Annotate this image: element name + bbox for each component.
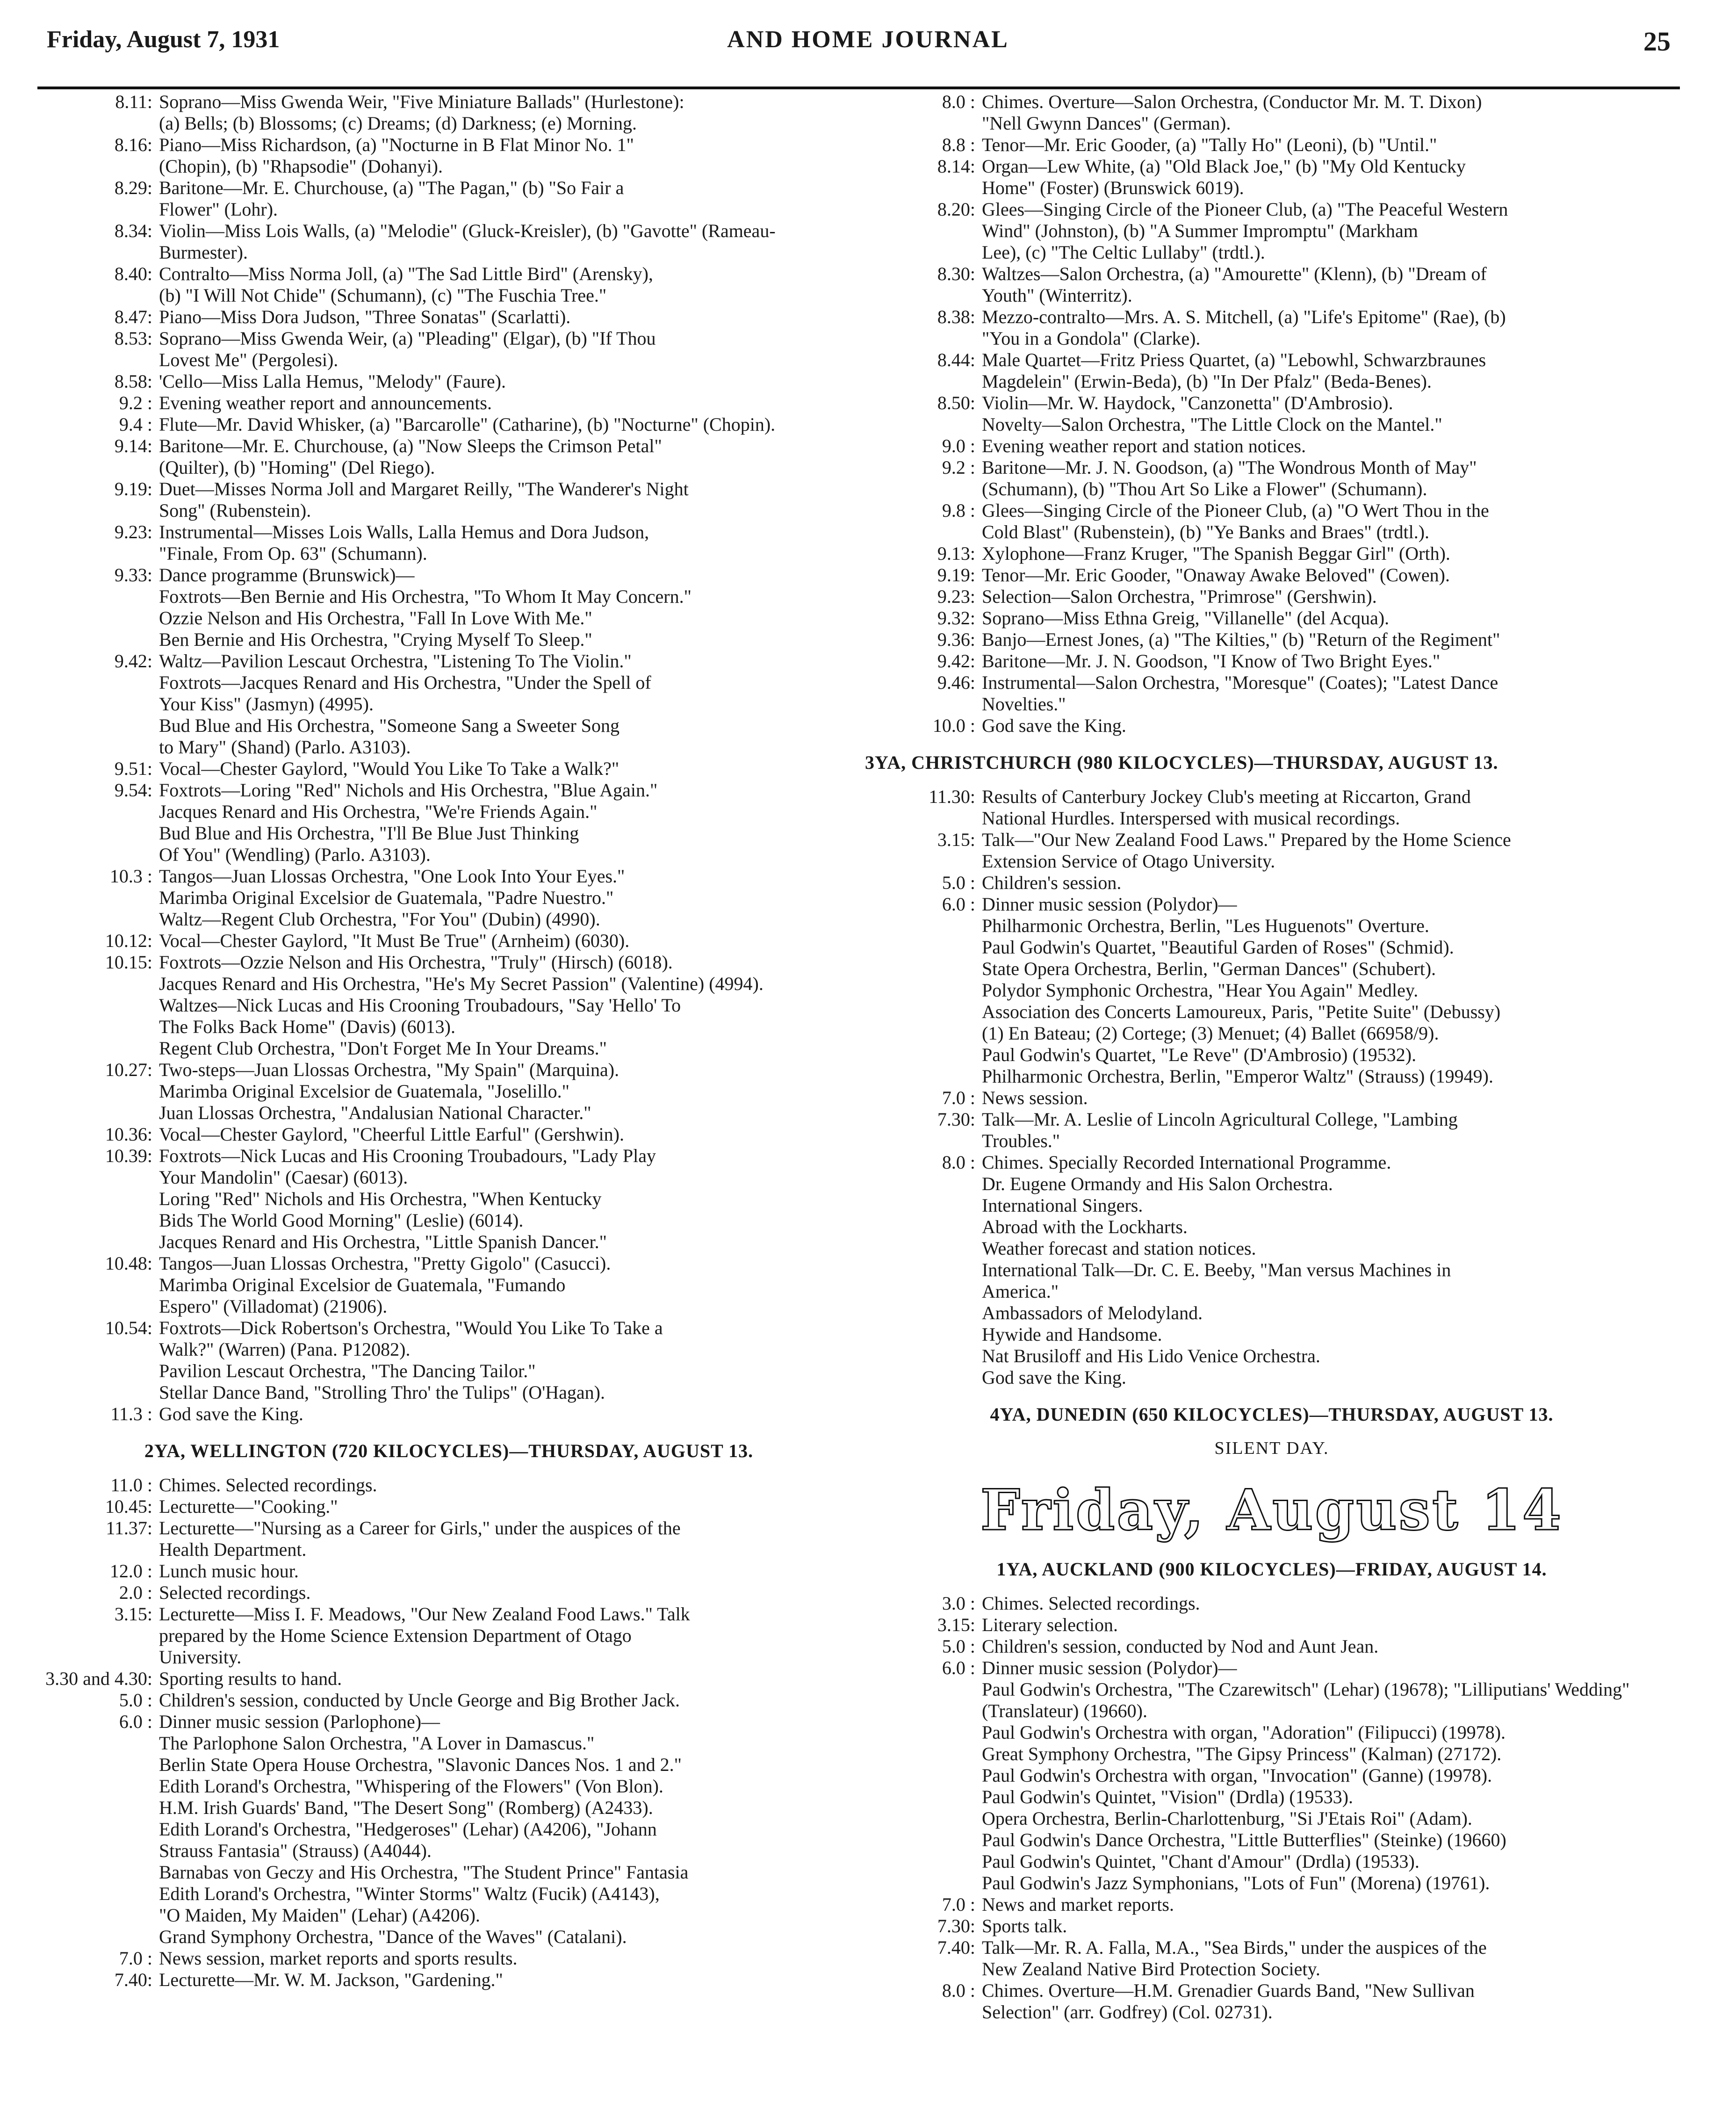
- programme-entry: [42, 780, 856, 866]
- header-rule: [37, 87, 1680, 89]
- programme-entry: [42, 650, 856, 758]
- programme-entry: [42, 930, 856, 952]
- programme-entry: [42, 414, 856, 435]
- programme-entry: [42, 1124, 856, 1145]
- entry-text: Instrumental—Misses Lois Walls, Lalla Hemus and Dora Judson, "Finale, From Op. 63" (Schumann).: [159, 521, 649, 564]
- entry-time: 8.44:: [937, 349, 975, 370]
- entry-text: Vocal—Chester Gaylord, "Cheerful Little Earful" (Gershwin).: [159, 1124, 624, 1145]
- programme-entry: [865, 1915, 1678, 1937]
- entry-time: 10.0 :: [932, 715, 975, 736]
- entry-text: Lunch music hour.: [159, 1560, 299, 1582]
- entry-time: 3.0 :: [942, 1593, 975, 1614]
- entry-text: Glees—Singing Circle of the Pioneer Club, (a) "The Peaceful Western Wind" (Johnston), (b) "A Summer Impromptu" (Markham Lee), (c) "The Celtic Lullaby" (trdtl.).: [982, 199, 1508, 263]
- entry-time: 9.13:: [937, 543, 975, 564]
- entry-text: Male Quartet—Fritz Priess Quartet, (a) "Lebowhl, Schwarzbraunes Magdelein" (Erwin-Beda), (b) "In Der Pfalz" (Beda-Benes).: [982, 349, 1486, 392]
- entry-time: 8.0 :: [942, 1152, 975, 1173]
- entry-text: Dance programme (Brunswick)— Foxtrots—Ben Bernie and His Orchestra, "To Whom It May Concern." Ozzie Nelson and His Orchestra, "Fall In Love With Me." Ben Bernie and His Orchestra, "Crying Myself To Sleep.": [159, 564, 692, 650]
- entry-time: 8.0 :: [942, 1980, 975, 2001]
- programme-entry: [42, 220, 856, 263]
- programme-list: [42, 91, 856, 1425]
- entry-text: Glees—Singing Circle of the Pioneer Club, (a) "O Wert Thou in the Cold Blast" (Rubenstein), (b) "Ye Banks and Braes" (trdtl.).: [982, 500, 1489, 542]
- programme-list: [865, 91, 1678, 737]
- entry-time: 9.42:: [937, 650, 975, 672]
- programme-entry: [42, 1582, 856, 1604]
- entry-time: 5.0 :: [119, 1690, 152, 1711]
- programme-entry: [42, 91, 856, 134]
- programme-list: [865, 786, 1678, 1388]
- programme-entry: [42, 564, 856, 650]
- entry-text: 'Cello—Miss Lalla Hemus, "Melody" (Faure).: [159, 371, 506, 392]
- right-column: [865, 91, 1678, 2023]
- entry-time: 9.46:: [937, 672, 975, 693]
- entry-time: 9.4 :: [119, 414, 152, 435]
- entry-time: 9.23:: [937, 586, 975, 607]
- entry-text: Selected recordings.: [159, 1582, 311, 1603]
- entry-text: Chimes. Specially Recorded International Programme. Dr. Eugene Ormandy and His Salon Orchestra. International Singers. Abroad with the Lockharts. Weather forecast and station notices. International Talk—Dr. C. E. Beeby, "Man versus Machines in America." Ambassadors of Melodyland. Hywide and Handsome. Nat Brusiloff and His Lido Venice Orchestra. God save the King.: [982, 1152, 1451, 1388]
- entry-time: 9.23:: [114, 521, 152, 542]
- entry-text: News session.: [982, 1087, 1088, 1108]
- programme-entry: [865, 650, 1678, 672]
- programme-list: [42, 1474, 856, 1991]
- entry-text: Tangos—Juan Llossas Orchestra, "Pretty Gigolo" (Casucci). Marimba Original Excelsior de Guatemala, "Fumando Espero" (Villadomat) (21906).: [159, 1253, 611, 1317]
- entry-text: Talk—Mr. R. A. Falla, M.A., "Sea Birds," under the auspices of the New Zealand Native Bird Protection Society.: [982, 1937, 1487, 1979]
- entry-time: 5.0 :: [942, 872, 975, 893]
- entry-text: News and market reports.: [982, 1894, 1174, 1915]
- entry-time: 8.11:: [115, 91, 152, 112]
- entry-text: Lecturette—Mr. W. M. Jackson, "Gardening.": [159, 1969, 503, 1990]
- entry-text: Duet—Misses Norma Joll and Margaret Reilly, "The Wanderer's Night Song" (Rubenstein).: [159, 478, 689, 521]
- entry-text: Piano—Miss Richardson, (a) "Nocturne in B Flat Minor No. 1" (Chopin), (b) "Rhapsodie" (Dohanyi).: [159, 134, 634, 177]
- entry-time: 7.0 :: [942, 1087, 975, 1108]
- entry-text: Foxtrots—Dick Robertson's Orchestra, "Would You Like To Take a Walk?" (Warren) (Pana. P12082). Pavilion Lescaut Orchestra, "The Dancing Tailor." Stellar Dance Band, "Strolling Thro' the Tulips" (O'Hagan).: [159, 1317, 663, 1403]
- entry-time: 8.53:: [114, 328, 152, 349]
- entry-time: 10.3 :: [109, 866, 152, 887]
- entry-text: Baritone—Mr. J. N. Goodson, (a) "The Wondrous Month of May" (Schumann), (b) "Thou Art So Like a Flower" (Schumann).: [982, 457, 1477, 499]
- entry-text: Organ—Lew White, (a) "Old Black Joe," (b) "My Old Kentucky Home" (Foster) (Brunswick 6019).: [982, 156, 1466, 198]
- entry-text: Soprano—Miss Gwenda Weir, "Five Miniature Ballads" (Hurlestone): (a) Bells; (b) Blossoms; (c) Dreams; (d) Darkness; (e) Morning.: [159, 91, 684, 134]
- programme-entry: [42, 371, 856, 392]
- programme-entry: [865, 1614, 1678, 1636]
- programme-entry: [42, 1145, 856, 1253]
- entry-time: 10.45:: [105, 1496, 152, 1517]
- entry-time: 8.20:: [937, 199, 975, 220]
- entry-time: 3.30 and 4.30:: [45, 1668, 152, 1689]
- entry-time: 8.0 :: [942, 91, 975, 112]
- entry-text: Lecturette—Miss I. F. Meadows, "Our New Zealand Food Laws." Talk prepared by the Home Science Extension Department of Otago University.: [159, 1604, 690, 1668]
- entry-time: 8.38:: [937, 306, 975, 327]
- entry-text: News session, market reports and sports results.: [159, 1948, 518, 1969]
- programme-entry: [42, 478, 856, 521]
- programme-entry: [865, 1109, 1678, 1152]
- entry-time: 10.48:: [105, 1253, 152, 1274]
- entry-text: Lecturette—"Cooking.": [159, 1496, 338, 1517]
- entry-text: Tangos—Juan Llossas Orchestra, "One Look Into Your Eyes." Marimba Original Excelsior de Guatemala, "Padre Nuestro." Waltz—Regent Club Orchestra, "For You" (Dubin) (4990).: [159, 866, 625, 930]
- programme-entry: [865, 306, 1678, 349]
- section-heading-dunedin: 4YA, DUNEDIN (650 KILOCYCLES)—THURSDAY, AUGUST 13.: [990, 1404, 1554, 1425]
- entry-time: 8.8 :: [942, 134, 975, 155]
- programme-entry: [865, 91, 1678, 134]
- left-column: [42, 91, 856, 1991]
- programme-entry: [865, 199, 1678, 263]
- entry-time: 5.0 :: [942, 1636, 975, 1657]
- entry-text: Soprano—Miss Ethna Greig, "Villanelle" (del Acqua).: [982, 607, 1390, 628]
- entry-time: 9.2 :: [942, 457, 975, 478]
- entry-text: Foxtrots—Loring "Red" Nichols and His Orchestra, "Blue Again." Jacques Renard and His Orchestra, "We're Friends Again." Bud Blue and His Orchestra, "I'll Be Blue Just Thinking Of You" (Wendling) (Parlo. A3103).: [159, 780, 658, 865]
- entry-time: 7.40:: [114, 1969, 152, 1990]
- entry-time: 7.0 :: [119, 1948, 152, 1969]
- entry-time: 6.0 :: [119, 1711, 152, 1732]
- entry-time: 10.12:: [105, 930, 152, 951]
- programme-entry: [42, 866, 856, 930]
- entry-text: Tenor—Mr. Eric Gooder, (a) "Tally Ho" (Leoni), (b) "Until.": [982, 134, 1437, 155]
- friday-heading: Friday, August 14: [980, 1477, 1563, 1543]
- programme-entry: [42, 1317, 856, 1403]
- programme-entry: [42, 1059, 856, 1124]
- programme-entry: [42, 435, 856, 478]
- entry-text: Tenor—Mr. Eric Gooder, "Onaway Awake Beloved" (Cowen).: [982, 564, 1450, 585]
- programme-entry: [42, 1403, 856, 1425]
- entry-time: 8.16:: [114, 134, 152, 155]
- programme-entry: [42, 1711, 856, 1948]
- entry-text: Selection—Salon Orchestra, "Primrose" (Gershwin).: [982, 586, 1377, 607]
- programme-entry: [865, 263, 1678, 306]
- entry-time: 7.30:: [937, 1915, 975, 1936]
- entry-text: Evening weather report and station notices.: [982, 435, 1306, 456]
- programme-entry: [42, 177, 856, 220]
- entry-time: 8.34:: [114, 220, 152, 241]
- programme-entry: [865, 1593, 1678, 1614]
- programme-entry: [42, 1969, 856, 1991]
- entry-text: Vocal—Chester Gaylord, "It Must Be True" (Arnheim) (6030).: [159, 930, 630, 951]
- entry-text: Instrumental—Salon Orchestra, "Moresque" (Coates); "Latest Dance Novelties.": [982, 672, 1498, 715]
- entry-time: 6.0 :: [942, 894, 975, 915]
- programme-entry: [865, 586, 1678, 607]
- entry-time: 10.39:: [105, 1145, 152, 1166]
- header-date: Friday, August 7, 1931: [47, 26, 280, 53]
- entry-time: 9.2 :: [119, 392, 152, 413]
- programme-entry: [865, 672, 1678, 715]
- entry-text: God save the King.: [982, 715, 1126, 736]
- section-heading-wellington: 2YA, WELLINGTON (720 KILOCYCLES)—THURSDAY, AUGUST 13.: [144, 1440, 754, 1461]
- entry-text: Piano—Miss Dora Judson, "Three Sonatas" (Scarlatti).: [159, 306, 571, 327]
- entry-text: Baritone—Mr. E. Churchouse, (a) "The Pagan," (b) "So Fair a Flower" (Lohr).: [159, 177, 624, 220]
- entry-time: 10.54:: [105, 1317, 152, 1338]
- entry-text: Chimes. Overture—H.M. Grenadier Guards Band, "New Sullivan Selection" (arr. Godfrey) (Col. 02731).: [982, 1980, 1475, 2023]
- programme-entry: [865, 1980, 1678, 2023]
- entry-time: 9.32:: [937, 607, 975, 628]
- entry-text: Chimes. Selected recordings.: [982, 1593, 1200, 1614]
- header-title: AND HOME JOURNAL: [727, 26, 1009, 53]
- programme-entry: [865, 349, 1678, 392]
- entry-time: 7.30:: [937, 1109, 975, 1130]
- entry-time: 3.15:: [937, 1614, 975, 1635]
- entry-time: 8.58:: [114, 371, 152, 392]
- entry-time: 9.14:: [114, 435, 152, 456]
- entry-text: Two-steps—Juan Llossas Orchestra, "My Spain" (Marquina). Marimba Original Excelsior de Guatemala, "Joselillo." Juan Llossas Orchestra, "Andalusian National Character.": [159, 1059, 619, 1123]
- programme-entry: [42, 1517, 856, 1560]
- entry-text: Waltzes—Salon Orchestra, (a) "Amourette" (Klenn), (b) "Dream of Youth" (Winterritz).: [982, 263, 1487, 306]
- programme-entry: [865, 564, 1678, 586]
- programme-entry: [42, 952, 856, 1059]
- programme-entry: [865, 1894, 1678, 1915]
- programme-entry: [42, 134, 856, 177]
- programme-entry: [42, 1690, 856, 1711]
- programme-entry: [865, 715, 1678, 737]
- programme-entry: [865, 134, 1678, 156]
- programme-entry: [865, 435, 1678, 457]
- programme-entry: [42, 392, 856, 414]
- entry-time: 11.37:: [106, 1517, 152, 1539]
- programme-list: [865, 1593, 1678, 2023]
- silent-day-note: SILENT DAY.: [1214, 1438, 1329, 1458]
- entry-time: 8.47:: [114, 306, 152, 327]
- entry-time: 9.51:: [114, 758, 152, 779]
- entry-time: 9.33:: [114, 564, 152, 585]
- entry-text: God save the King.: [159, 1403, 303, 1424]
- entry-time: 8.50:: [937, 392, 975, 413]
- entry-time: 10.36:: [105, 1124, 152, 1145]
- entry-time: 9.0 :: [942, 435, 975, 456]
- entry-text: Baritone—Mr. E. Churchouse, (a) "Now Sleeps the Crimson Petal" (Quilter), (b) "Homing" (Del Riego).: [159, 435, 662, 478]
- entry-text: Literary selection.: [982, 1614, 1118, 1635]
- programme-entry: [42, 1604, 856, 1668]
- entry-time: 8.14:: [937, 156, 975, 177]
- section-heading-auckland: 1YA, AUCKLAND (900 KILOCYCLES)—FRIDAY, AUGUST 14.: [996, 1559, 1547, 1580]
- programme-entry: [865, 457, 1678, 500]
- entry-text: Children's session, conducted by Nod and Aunt Jean.: [982, 1636, 1379, 1657]
- entry-time: 9.36:: [937, 629, 975, 650]
- entry-time: 2.0 :: [119, 1582, 152, 1603]
- entry-time: 11.0 :: [110, 1474, 152, 1495]
- entry-text: Children's session, conducted by Uncle George and Big Brother Jack.: [159, 1690, 680, 1711]
- entry-text: Sports talk.: [982, 1915, 1067, 1936]
- entry-text: Foxtrots—Nick Lucas and His Crooning Troubadours, "Lady Play Your Mandolin" (Caesar) (6013). Loring "Red" Nichols and His Orchestra, "When Kentucky Bids The World Good Morning" (Leslie) (6014). Jacques Renard and His Orchestra, "Little Spanish Dancer.": [159, 1145, 656, 1252]
- entry-time: 9.54:: [114, 780, 152, 801]
- programme-entry: [42, 521, 856, 564]
- programme-entry: [865, 392, 1678, 435]
- entry-text: Banjo—Ernest Jones, (a) "The Kilties," (b) "Return of the Regiment": [982, 629, 1500, 650]
- programme-entry: [42, 758, 856, 780]
- entry-time: 11.30:: [929, 786, 975, 807]
- entry-text: Waltz—Pavilion Lescaut Orchestra, "Listening To The Violin." Foxtrots—Jacques Renard and His Orchestra, "Under the Spell of Your Kiss" (Jasmyn) (4995). Bud Blue and His Orchestra, "Someone Sang a Sweeter Song to Mary" (Shand) (Parlo. A3103).: [159, 650, 651, 758]
- entry-text: Children's session.: [982, 872, 1122, 893]
- programme-entry: [42, 1253, 856, 1317]
- entry-text: Talk—Mr. A. Leslie of Lincoln Agricultural College, "Lambing Troubles.": [982, 1109, 1458, 1151]
- entry-text: Vocal—Chester Gaylord, "Would You Like To Take a Walk?": [159, 758, 619, 779]
- entry-time: 8.40:: [114, 263, 152, 284]
- programme-entry: [865, 829, 1678, 872]
- section-heading-christchurch: 3YA, CHRISTCHURCH (980 KILOCYCLES)—THURSDAY, AUGUST 13.: [865, 752, 1498, 773]
- entry-text: Xylophone—Franz Kruger, "The Spanish Beggar Girl" (Orth).: [982, 543, 1450, 564]
- entry-time: 9.19:: [114, 478, 152, 499]
- programme-entry: [42, 1474, 856, 1496]
- entry-text: Chimes. Selected recordings.: [159, 1474, 377, 1495]
- entry-time: 10.15:: [105, 952, 152, 973]
- entry-text: Dinner music session (Polydor)— Philharmonic Orchestra, Berlin, "Les Huguenots" Overture. Paul Godwin's Quartet, "Beautiful Garden of Roses" (Schmid). State Opera Orchestra, Berlin, "German Dances" (Schubert). Polydor Symphonic Orchestra, "Hear You Again" Medley. Association des Concerts Lamoureux, Paris, "Petite Suite" (Debussy) (1) En Bateau; (2) Cortege; (3) Menuet; (4) Ballet (66958/9). Paul Godwin's Quartet, "Le Reve" (D'Ambrosio) (19532). Philharmonic Orchestra, Berlin, "Emperor Waltz" (Strauss) (19949).: [982, 894, 1501, 1087]
- entry-time: 9.8 :: [942, 500, 975, 521]
- programme-entry: [42, 328, 856, 371]
- programme-entry: [42, 263, 856, 306]
- entry-time: 11.3 :: [110, 1403, 152, 1424]
- programme-entry: [865, 894, 1678, 1087]
- programme-entry: [42, 1668, 856, 1690]
- programme-entry: [865, 1657, 1678, 1894]
- entry-time: 9.42:: [114, 650, 152, 672]
- entry-time: 8.29:: [114, 177, 152, 198]
- entry-text: Dinner music session (Polydor)— Paul Godwin's Orchestra, "The Czarewitsch" (Lehar) (19678); "Lilliputians' Wedding" (Translateur) (19660). Paul Godwin's Orchestra with organ, "Adoration" (Filipucci) (19978). Great Symphony Orchestra, "The Gipsy Princess" (Kalman) (27172). Paul Godwin's Orchestra with organ, "Invocation" (Ganne) (19978). Paul Godwin's Quintet, "Vision" (Drdla) (19533). Opera Orchestra, Berlin-Charlottenburg, "Si J'Etais Roi" (Adam). Paul Godwin's Dance Orchestra, "Little Butterflies" (Steinke) (19660) Paul Godwin's Quintet, "Chant d'Amour" (Drdla) (19533). Paul Godwin's Jazz Symphonians, "Lots of Fun" (Morena) (19761).: [982, 1657, 1630, 1893]
- entry-time: 3.15:: [114, 1604, 152, 1625]
- entry-time: 7.40:: [937, 1937, 975, 1958]
- programme-entry: [865, 1152, 1678, 1388]
- page-number: 25: [1643, 26, 1671, 57]
- entry-text: Dinner music session (Parlophone)— The Parlophone Salon Orchestra, "A Lover in Damascus." Berlin State Opera House Orchestra, "Slavonic Dances Nos. 1 and 2." Edith Lorand's Orchestra, "Whispering of the Flowers" (Von Blon). H.M. Irish Guards' Band, "The Desert Song" (Romberg) (A2433). Edith Lorand's Orchestra, "Hedgeroses" (Lehar) (A4206), "Johann Strauss Fantasia" (Strauss) (A4044). Barnabas von Geczy and His Orchestra, "The Student Prince" Fantasia Edith Lorand's Orchestra, "Winter Storms" Waltz (Fucik) (A4143), "O Maiden, My Maiden" (Lehar) (A4206). Grand Symphony Orchestra, "Dance of the Waves" (Catalani).: [159, 1711, 689, 1947]
- programme-entry: [865, 1087, 1678, 1109]
- entry-text: Evening weather report and announcements.: [159, 392, 492, 413]
- programme-entry: [42, 1560, 856, 1582]
- entry-text: Violin—Miss Lois Walls, (a) "Melodie" (Gluck-Kreisler), (b) "Gavotte" (Rameau-Burmester).: [159, 220, 776, 263]
- entry-text: Talk—"Our New Zealand Food Laws." Prepared by the Home Science Extension Service of Otago University.: [982, 829, 1511, 872]
- programme-entry: [42, 1948, 856, 1969]
- programme-entry: [865, 156, 1678, 199]
- entry-time: 6.0 :: [942, 1657, 975, 1678]
- entry-text: Lecturette—"Nursing as a Career for Girls," under the auspices of the Health Department.: [159, 1517, 681, 1560]
- entry-text: Chimes. Overture—Salon Orchestra, (Conductor Mr. M. T. Dixon) "Nell Gwynn Dances" (German).: [982, 91, 1482, 134]
- programme-entry: [865, 607, 1678, 629]
- programme-entry: [865, 872, 1678, 894]
- programme-entry: [865, 1937, 1678, 1980]
- programme-entry: [865, 543, 1678, 564]
- programme-entry: [42, 1496, 856, 1517]
- entry-time: 9.19:: [937, 564, 975, 585]
- entry-time: 7.0 :: [942, 1894, 975, 1915]
- programme-entry: [865, 500, 1678, 543]
- entry-time: 3.15:: [937, 829, 975, 850]
- programme-entry: [865, 786, 1678, 829]
- entry-time: 10.27:: [105, 1059, 152, 1080]
- entry-text: Mezzo-contralto—Mrs. A. S. Mitchell, (a) "Life's Epitome" (Rae), (b) "You in a Gondola" (Clarke).: [982, 306, 1506, 349]
- programme-entry: [865, 1636, 1678, 1657]
- entry-text: Soprano—Miss Gwenda Weir, (a) "Pleading" (Elgar), (b) "If Thou Lovest Me" (Pergolesi).: [159, 328, 656, 370]
- programme-entry: [865, 629, 1678, 650]
- entry-text: Sporting results to hand.: [159, 1668, 342, 1689]
- entry-text: Flute—Mr. David Whisker, (a) "Barcarolle" (Catharine), (b) "Nocturne" (Chopin).: [159, 414, 776, 435]
- entry-text: Results of Canterbury Jockey Club's meeting at Riccarton, Grand National Hurdles. Interspersed with musical recordings.: [982, 786, 1471, 829]
- entry-time: 12.0 :: [109, 1560, 152, 1582]
- entry-text: Violin—Mr. W. Haydock, "Canzonetta" (D'Ambrosio). Novelty—Salon Orchestra, "The Little Clock on the Mantel.": [982, 392, 1442, 435]
- entry-text: Contralto—Miss Norma Joll, (a) "The Sad Little Bird" (Arensky), (b) "I Will Not Chide" (Schumann), (c) "The Fuschia Tree.": [159, 263, 653, 306]
- entry-time: 8.30:: [937, 263, 975, 284]
- programme-entry: [42, 306, 856, 328]
- entry-text: Foxtrots—Ozzie Nelson and His Orchestra, "Truly" (Hirsch) (6018). Jacques Renard and His Orchestra, "He's My Secret Passion" (Valentine) (4994). Waltzes—Nick Lucas and His Crooning Troubadours, "Say 'Hello' To The Folks Back Home" (Davis) (6013). Regent Club Orchestra, "Don't Forget Me In Your Dreams.": [159, 952, 764, 1059]
- entry-text: Baritone—Mr. J. N. Goodson, "I Know of Two Bright Eyes.": [982, 650, 1441, 672]
